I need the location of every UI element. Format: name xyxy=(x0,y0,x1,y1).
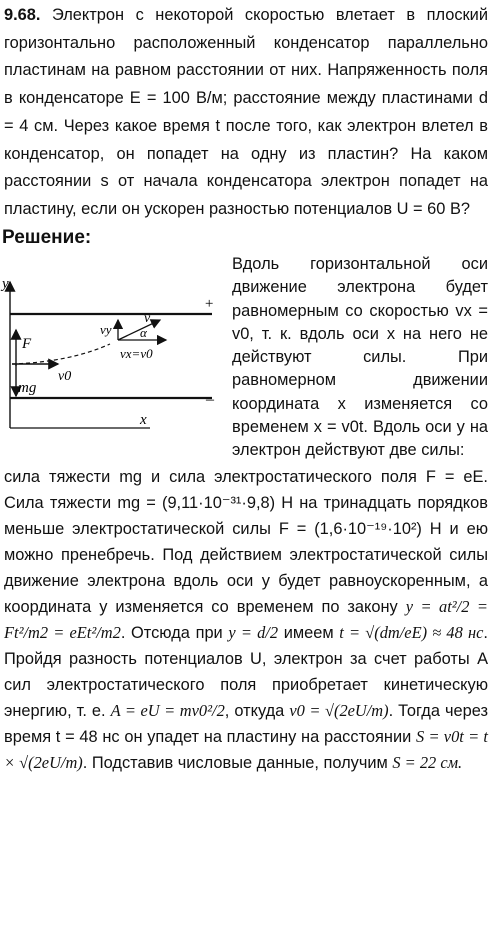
alpha-label: α xyxy=(140,325,147,340)
paragraph-4a: , откуда xyxy=(224,702,285,720)
v0-label: v0 xyxy=(58,369,72,384)
vx-label: vx=v0 xyxy=(120,346,153,361)
equation-y-law: y = at²/2 = Ft²/m2 = eEt²/m2 xyxy=(4,597,488,642)
v-arrow xyxy=(118,320,160,340)
force-f-label: F xyxy=(22,336,32,352)
paragraph-4b: . Тогда через время t = 48 нс он упадет на пластину на расстоянии xyxy=(4,702,489,746)
solution-side-text: Вдоль горизонтальной оси движение электрона будет равномерным со скоростью vx = v0, т. к. вдоль оси x на него не действуют силы. При равномерном движении координата x изменяется со временем x = v0t. Вдоль оси y на электрон действуют две силы: xyxy=(232,255,488,460)
equation-y-half-d: y = d/2 xyxy=(228,623,279,642)
y-axis-label: y xyxy=(2,276,9,292)
v-label: v xyxy=(144,311,151,326)
paragraph-2b: имеем xyxy=(283,624,334,642)
equation-time: t = √(dm/eE) ≈ 48 нс xyxy=(339,623,484,642)
problem-number: 9.68. xyxy=(4,6,41,24)
force-mg-label: mg xyxy=(18,380,37,396)
problem-text: Электрон с некоторой скоростью влетает в плоский горизонтально расположенный конденсатор параллельно пластинам на равном расстоянии от них. Напряженность поля в конденсаторе E = 100 В/м; расстояние между пластинами d = 4 см. Через какое время t после того, как электрон влетел в конденсатор, он попадет на одну из пластин? На каком расстоянии s от начала конденсатора электрон попадет на пластину, если он ускорен разностью потенциалов U = 60 В? xyxy=(4,6,488,218)
paragraph-5: . Подставив числовые данные, получим xyxy=(82,754,388,772)
answer: S = 22 см. xyxy=(392,753,463,772)
equation-v0: v0 = √(2eU/m) xyxy=(289,701,389,720)
paragraph-1: сила тяжести mg и сила электростатического поля F = eE. Сила тяжести mg = (9,11·10⁻³¹·9,8) Н на тринадцать порядков меньше электростатической силы F = (1,6·10⁻¹⁹·10²) Н и ею можно пренебречь. Под действием электростатической силы движение электрона вдоль оси y будет равноускоренным, а координата y изменяется со временем по закону xyxy=(4,468,488,616)
plate-top-sign: + xyxy=(204,296,215,312)
vy-label: vy xyxy=(100,322,112,337)
solution-heading: Решение: xyxy=(2,227,92,248)
plate-bottom-sign: – xyxy=(206,391,214,408)
x-axis-label: x xyxy=(140,412,147,428)
capacitor-diagram xyxy=(0,268,225,438)
paragraph-3: . Пройдя разность потенциалов U, электрон за счет работы A сил электростатического поля приобретает кинетическую энергию, т. е. xyxy=(4,624,488,720)
solution-main-text xyxy=(4,464,488,776)
equation-distance: S = v0t = t × √(2eU/m) xyxy=(4,727,488,772)
paragraph-2a: . Отсюда при xyxy=(120,624,223,642)
problem-statement xyxy=(4,2,488,224)
equation-energy: A = eU = mv0²/2 xyxy=(110,701,225,720)
